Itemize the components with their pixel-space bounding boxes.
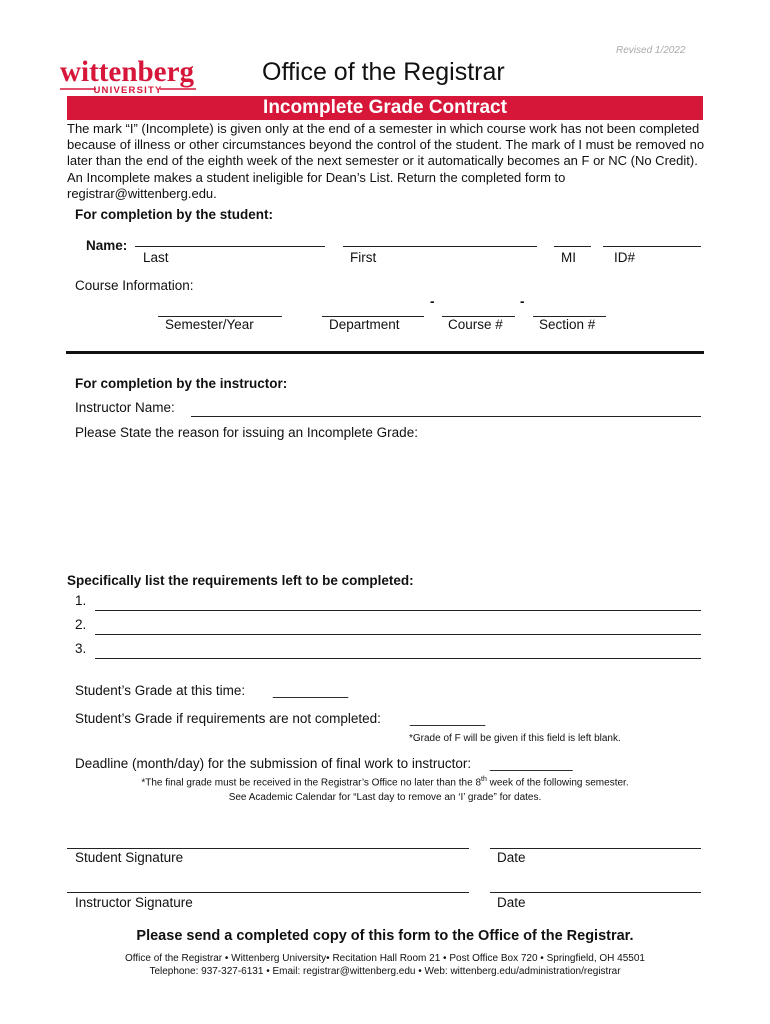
requirements-heading: Specifically list the requirements left to be completed: <box>67 573 414 588</box>
requirement-number-1: 1. <box>75 593 87 608</box>
revised-date: Revised 1/2022 <box>616 45 686 56</box>
last-name-field[interactable] <box>135 246 325 247</box>
course-number-caption: Course # <box>448 317 503 332</box>
reason-textarea[interactable] <box>75 445 701 565</box>
instructor-name-label: Instructor Name: <box>75 400 175 415</box>
instructor-name-field[interactable] <box>191 416 701 417</box>
instructor-signature-label: Instructor Signature <box>75 895 193 910</box>
deadline-note-2: See Academic Calendar for “Last day to remove an ‘I’ grade” for dates. <box>228 792 542 803</box>
fallback-grade-field[interactable]: __________ <box>410 711 486 726</box>
footer-address: Office of the Registrar • Wittenberg University• Recitation Hall Room 21 • Post Office Box 720 • Springfield, OH 45501 <box>125 953 645 964</box>
current-grade-field[interactable]: __________ <box>273 683 349 698</box>
requirement-number-3: 3. <box>75 641 87 656</box>
instructor-signature-field[interactable] <box>67 892 469 893</box>
id-field[interactable] <box>603 246 701 247</box>
office-title: Office of the Registrar <box>262 58 505 86</box>
requirement-number-2: 2. <box>75 617 87 632</box>
fallback-grade-note: *Grade of F will be given if this field is left blank. <box>409 733 621 744</box>
footer-instruction: Please send a completed copy of this form to the Office of the Registrar. <box>136 928 634 944</box>
university-logo <box>60 55 200 99</box>
mi-caption: MI <box>561 250 576 265</box>
section-divider <box>66 351 704 354</box>
first-name-caption: First <box>350 250 377 265</box>
dash-separator-1: - <box>430 294 435 309</box>
deadline-field[interactable]: ___________ <box>490 756 573 771</box>
semester-caption: Semester/Year <box>165 317 254 332</box>
deadline-label: Deadline (month/day) for the submission of final work to instructor: <box>75 756 472 771</box>
first-name-field[interactable] <box>343 246 537 247</box>
instructor-date-label: Date <box>497 895 526 910</box>
logo-subtext: UNIVERSITY <box>93 85 163 96</box>
student-signature-label: Student Signature <box>75 850 184 865</box>
instructor-date-field[interactable] <box>490 892 701 893</box>
intro-paragraph: The mark “I” (Incomplete) is given only at the end of a semester in which course work has not been completed because of illness or other circumstances beyond the control of the student. The mark of I must be removed no later than the end of the eighth week of the next semester or it automatically becomes an F or NC (No Credit). An Incomplete makes a student ineligible for Dean’s List. Return the completed form to registrar@wittenberg.edu. <box>67 121 705 201</box>
name-label: Name: <box>86 238 128 253</box>
form-title-banner: Incomplete Grade Contract <box>67 96 703 120</box>
id-caption: ID# <box>614 250 636 265</box>
student-signature-field[interactable] <box>67 848 469 849</box>
student-date-label: Date <box>497 850 526 865</box>
requirement-field-2[interactable] <box>95 634 701 635</box>
last-name-caption: Last <box>143 250 169 265</box>
fallback-grade-label: Student’s Grade if requirements are not completed: <box>75 711 381 726</box>
logo-wordmark: wittenberg <box>60 55 194 88</box>
student-section-heading: For completion by the student: <box>75 207 273 222</box>
reason-label: Please State the reason for issuing an Incomplete Grade: <box>75 425 418 440</box>
department-caption: Department <box>329 317 400 332</box>
course-info-label: Course Information: <box>75 278 194 293</box>
requirement-field-1[interactable] <box>95 610 701 611</box>
instructor-section-heading: For completion by the instructor: <box>75 376 288 391</box>
section-number-caption: Section # <box>539 317 596 332</box>
current-grade-label: Student’s Grade at this time: <box>75 683 246 698</box>
deadline-note-1: *The final grade must be received in the Registrar’s Office no later than the 8th week of the following semester. <box>141 776 629 789</box>
mi-field[interactable] <box>554 246 591 247</box>
dash-separator-2: - <box>520 294 525 309</box>
student-date-field[interactable] <box>490 848 701 849</box>
footer-contact: Telephone: 937-327-6131 • Email: registrar@wittenberg.edu • Web: wittenberg.edu/administration/registrar <box>149 966 621 977</box>
requirement-field-3[interactable] <box>95 658 701 659</box>
